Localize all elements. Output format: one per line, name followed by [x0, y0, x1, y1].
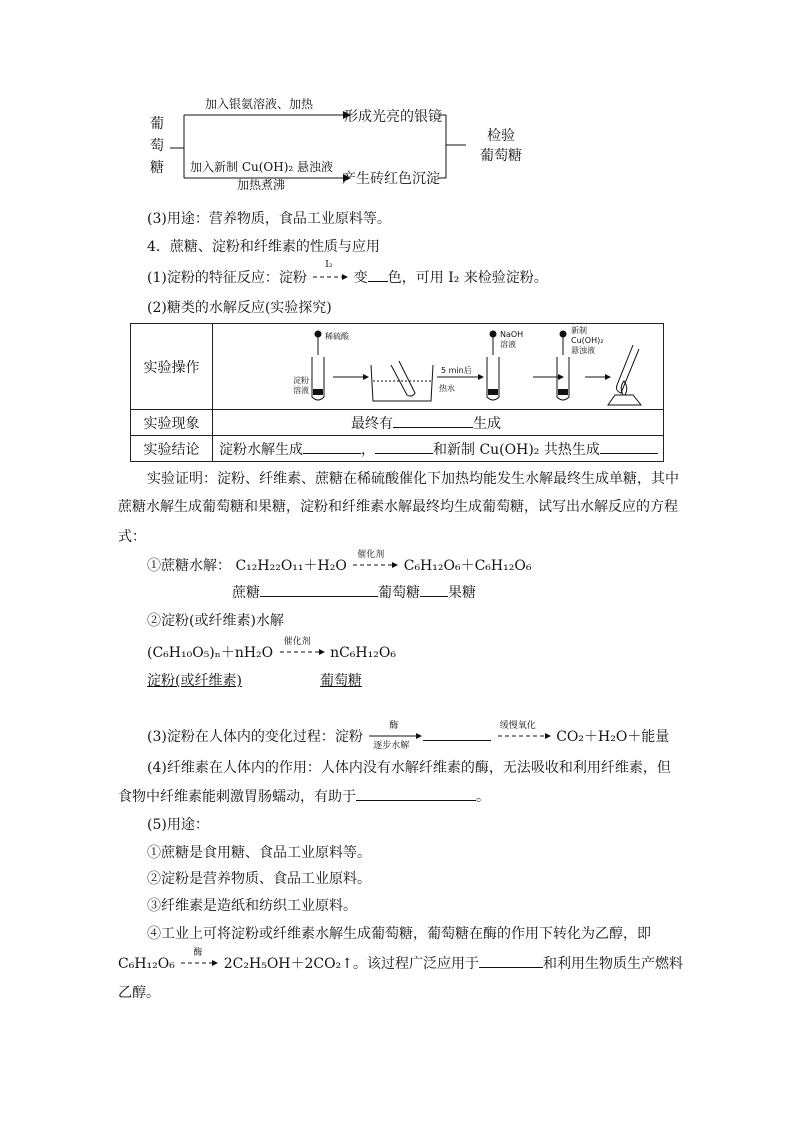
table-row: [131, 324, 664, 410]
eq2-label: ②淀粉(或纤维素)水解: [147, 613, 284, 629]
eq2-arrow: [278, 637, 326, 657]
proof-line-2: 蔗糖水解生成葡萄糖和果糖，淀粉和纤维素水解最终均生成葡萄糖，试写出水解反应的方程: [118, 499, 678, 515]
item3-arrow2-top: 缓慢氧化: [499, 721, 536, 731]
item3-arrow-1: [367, 721, 423, 751]
row3-blank-1: [303, 439, 361, 454]
row2-blank: [393, 413, 473, 428]
row3-text-b: ，: [361, 441, 375, 458]
right-arrow-icon: [311, 270, 349, 284]
row3-blank-2: [375, 439, 433, 454]
use4-blank: [479, 953, 543, 968]
row2-text-a: 最终有: [351, 415, 393, 432]
item1-arrow-label: I₂: [325, 260, 333, 270]
diagram-source-char-3: 糖: [150, 160, 164, 176]
apparatus-cu-3: 悬浊液: [571, 345, 595, 355]
item3-arrow-2: [496, 721, 552, 741]
eq2-rhs: nC₆H₁₂O₆: [330, 645, 396, 661]
item4-line-1: (4)纤维素在人体内的作用：人体内没有水解纤维素的酶，无法吸收和利用纤维素，但: [147, 760, 671, 776]
eq1-name-c: 果糖: [448, 585, 476, 601]
diagram-source-char-1: 葡: [150, 116, 164, 132]
use-4-line-3: 乙醇。: [118, 985, 160, 1001]
use4-enzyme: 酶: [193, 948, 203, 958]
experiment-apparatus-illustration: [213, 325, 663, 409]
eq1-rhs: C₆H₁₂O₆＋C₆H₁₂O₆: [403, 558, 532, 574]
section4-title: 4．蔗糖、淀粉和纤维素的性质与应用: [147, 239, 380, 255]
diagram-top-condition: 加入银氨溶液、加热: [205, 97, 314, 111]
item3-blank: [423, 726, 491, 741]
experiment-table: [130, 323, 664, 462]
eq1-blank-2: [420, 582, 448, 597]
row3-content: [213, 436, 664, 462]
table-row: [131, 410, 664, 436]
row3-blank-3: [600, 439, 658, 454]
section3-use: (3)用途：营养物质，食品工业原料等。: [147, 211, 391, 227]
apparatus-naoh-solution: 溶液: [500, 339, 516, 349]
eq2-lhs: (C₆H₁₀O₅)ₙ＋nH₂O: [147, 645, 274, 661]
use4-tail: 和利用生物质生产燃料: [542, 956, 683, 972]
eq2-catalyst: 催化剂: [283, 637, 311, 647]
use-2: ②淀粉是营养物质、食品工业原料。: [147, 871, 371, 887]
item1-line: [147, 260, 548, 287]
row3-text-c: 和新制 Cu(OH)₂ 共热生成: [433, 441, 600, 458]
apparatus-hot-water: 热水: [439, 383, 455, 393]
apparatus-wait: 5 min后: [441, 365, 472, 375]
use-1: ①蔗糖是食用糖、食品工业原料等。: [147, 845, 371, 861]
table-row: [131, 436, 664, 462]
eq1-catalyst: 催化剂: [357, 550, 385, 560]
row2-label: 实验现象: [131, 410, 213, 436]
use-3: ③纤维素是造纸和纺织工业原料。: [147, 898, 357, 914]
eq1-label: ①蔗糖水解：: [147, 558, 231, 574]
row2-content: [213, 410, 664, 436]
right-arrow-icon: [179, 956, 219, 970]
eq2-name-a: 淀粉(或纤维素): [147, 673, 242, 689]
use-4-line-1: ④工业上可将淀粉或纤维素水解生成葡萄糖，葡萄糖在酶的作用下转化为乙醇，即: [147, 926, 651, 942]
item4-end: 。: [476, 789, 490, 805]
right-arrow-icon: [496, 729, 552, 743]
eq1-line: [147, 550, 532, 575]
item3-prefix: (3)淀粉在人体内的变化过程：淀粉: [147, 729, 363, 745]
eq1-arrow: [351, 550, 399, 570]
item1-blank: [368, 267, 388, 282]
eq2-names: [147, 670, 362, 690]
right-arrow-icon: [351, 558, 399, 572]
row1-label: 实验操作: [131, 324, 213, 410]
diagram-bottom-result: 产生砖红色沉淀: [342, 171, 440, 187]
diagram-bottom-condition: 加入新制 Cu(OH)₂ 悬浊液: [190, 160, 334, 174]
use-4-line-2: [118, 948, 683, 973]
item4-line-2: [118, 786, 490, 806]
diagram-source-char-2: 萄: [150, 138, 164, 154]
eq1-names: [232, 582, 476, 602]
diagram-top-result: 形成光亮的银镜: [344, 109, 442, 125]
item4-text: 食物中纤维素能刺激胃肠蠕动，有助于: [118, 789, 356, 805]
right-arrow-icon: [278, 645, 326, 659]
row3-text-a: 淀粉水解生成: [219, 441, 303, 458]
eq1-name-b: 葡萄糖: [378, 585, 420, 601]
apparatus-cu-2: Cu(OH)₂: [571, 335, 604, 345]
diagram-conclusion-1: 检验: [487, 128, 515, 144]
proof-line-3: 式：: [118, 529, 146, 545]
apparatus-naoh: NaOH: [500, 329, 524, 339]
apparatus-acid: 稀硫酸: [325, 331, 349, 341]
item1-suffix: 色，可用 I₂ 来检验淀粉。: [387, 270, 548, 286]
use4-rhs: 2C₂H₅OH＋2CO₂↑。该过程广泛应用于: [223, 956, 479, 972]
apparatus-solution: 溶液: [293, 385, 309, 395]
row2-text-b: 生成: [473, 415, 501, 432]
use4-arrow: [179, 948, 219, 968]
item1-arrow: [311, 260, 349, 282]
item2-title: (2)糖类的水解反应(实验探究): [147, 300, 332, 316]
eq1-lhs: C₁₂H₂₂O₁₁＋H₂O: [235, 558, 347, 574]
proof-line-1: 实验证明：淀粉、纤维素、蔗糖在稀硫酸催化下加热均能发生水解最终生成单糖，其中: [147, 471, 679, 487]
diagram-conclusion-2: 葡萄糖: [480, 148, 522, 164]
item1-prefix: (1)淀粉的特征反应：淀粉: [147, 270, 307, 286]
eq1-blank-1: [260, 582, 378, 597]
item3-line: [147, 721, 670, 751]
item3-arrow1-bottom: 逐步水解: [373, 741, 410, 751]
eq2-name-b: 葡萄糖: [319, 673, 362, 689]
item5-title: (5)用途：: [147, 817, 209, 833]
row3-label: 实验结论: [131, 436, 213, 462]
item3-suffix: CO₂＋H₂O＋能量: [556, 729, 670, 745]
eq1-name-a: 蔗糖: [232, 585, 260, 601]
item1-mid: 变: [353, 270, 368, 286]
apparatus-starch: 淀粉: [293, 375, 309, 385]
use4-lhs: C₆H₁₂O₆: [118, 956, 175, 972]
apparatus-cu-1: 新制: [571, 325, 587, 335]
item3-arrow1-top: 酶: [389, 721, 399, 731]
apparatus-cell: [213, 324, 664, 410]
eq2-line: [147, 637, 396, 662]
diagram-bottom-condition-2: 加热煮沸: [237, 178, 286, 192]
item4-blank: [356, 786, 476, 801]
